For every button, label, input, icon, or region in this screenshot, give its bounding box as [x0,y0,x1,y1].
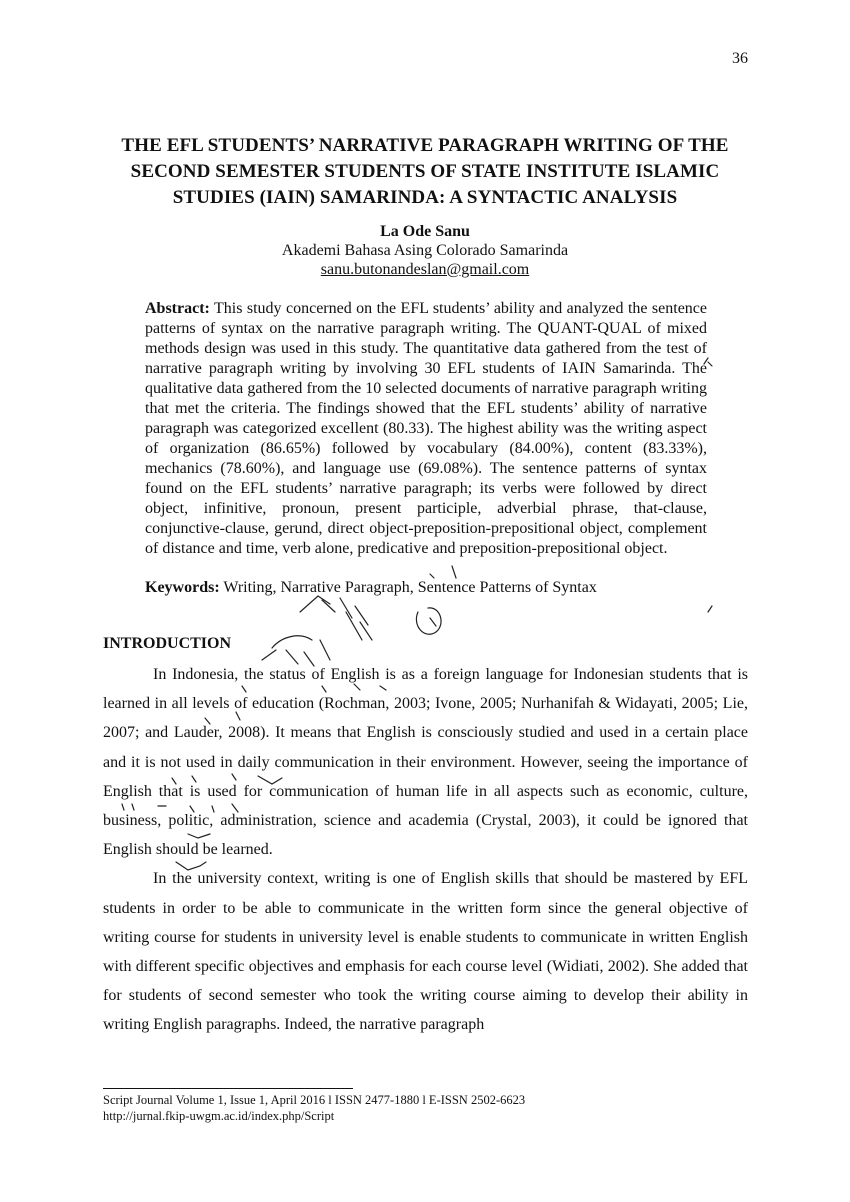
keywords-label: Keywords: [145,579,220,596]
abstract-text: This study concerned on the EFL students’ ability and analyzed the sentence patterns of syntax on the narrative paragraph writing. The QUANT-QUAL of mixed methods design was used in this study. The quantitative data gathered from the test of narrative paragraph writing by involving 30 EFL students of IAIN Samarinda. The qualitative data gathered from the 10 selected documents of narrative paragraph writing that met the criteria. The findings showed that the EFL students’ ability of narrative paragraph was categorized excellent (80.33). The highest ability was the writing aspect of organization (86.65%) followed by vocabulary (84.00%), content (83.33%), mechanics (78.60%), and language use (69.08%). The sentence patterns of syntax found on the EFL students’ narrative paragraph; its verbs were followed by direct object, infinitive, pronoun, present participle, adverbial phrase, that-clause, conjunctive-clause, gerund, direct object-preposition-prepositional object, complement of distance and time, verb alone, predicative and preposition-prepositional object. [145,300,707,557]
body-paragraph: In Indonesia, the status of English is as a foreign language for Indonesian students that is learned in all levels of education (Rochman, 2003; Ivone, 2005; Nurhanifah & Widayati, 2005; Lie, 2007; and Lauder, 2008). It means that English is consciously studied and used in a certain place and it is not used in daily communication in their environment. However, seeing the importance of English that is used for communication of human life in all aspects such as economic, culture, business, politic, administration, science and academia (Crystal, 2003), it could be ignored that English should be learned. [103,666,748,859]
keywords [145,578,745,598]
author-email-link[interactable]: sanu.butonandeslan@gmail.com [320,261,530,278]
paper-title: THE EFL STUDENTS’ NARRATIVE PARAGRAPH WRITING OF THE SECOND SEMESTER STUDENTS OF STATE INSTITUTE ISLAMIC STUDIES (IAIN) SAMARINDA: A SYNTACTIC ANALYSIS [121,135,729,208]
page-number: 36 [732,50,748,67]
pen-mark [416,608,441,634]
body-paragraph: In the university context, writing is one of English skills that should be mastered by EFL students in order to be able to communicate in the written form since the general objective of writing course for students in university level is enable students to communicate in written English with different specific objectives and emphasis for each course level (Widiati, 2002). She added that for students of second semester who took the writing course aiming to develop their ability in writing English paragraphs. Indeed, the narrative paragraph [103,870,748,1034]
journal-url-link[interactable]: http://jurnal.fkip-uwgm.ac.id/index.php/Script [103,1109,335,1123]
author-name: La Ode Sanu [380,223,470,240]
pen-mark [322,598,372,640]
footer-divider [103,1088,353,1089]
section-heading-introduction: INTRODUCTION [103,635,232,652]
keywords-text: Writing, Narrative Paragraph, Sentence Patterns of Syntax [223,579,597,596]
author-block [100,222,750,279]
author-affiliation: Akademi Bahasa Asing Colorado Samarinda [281,242,569,259]
footer [103,1092,748,1124]
abstract [145,299,707,559]
pen-mark [300,596,330,612]
journal-citation: Script Journal Volume 1, Issue 1, April 2016 l ISSN 2477-1880 l E-ISSN 2502-6623 [103,1093,526,1107]
introduction-body [103,660,748,1040]
abstract-label: Abstract: [145,300,210,317]
